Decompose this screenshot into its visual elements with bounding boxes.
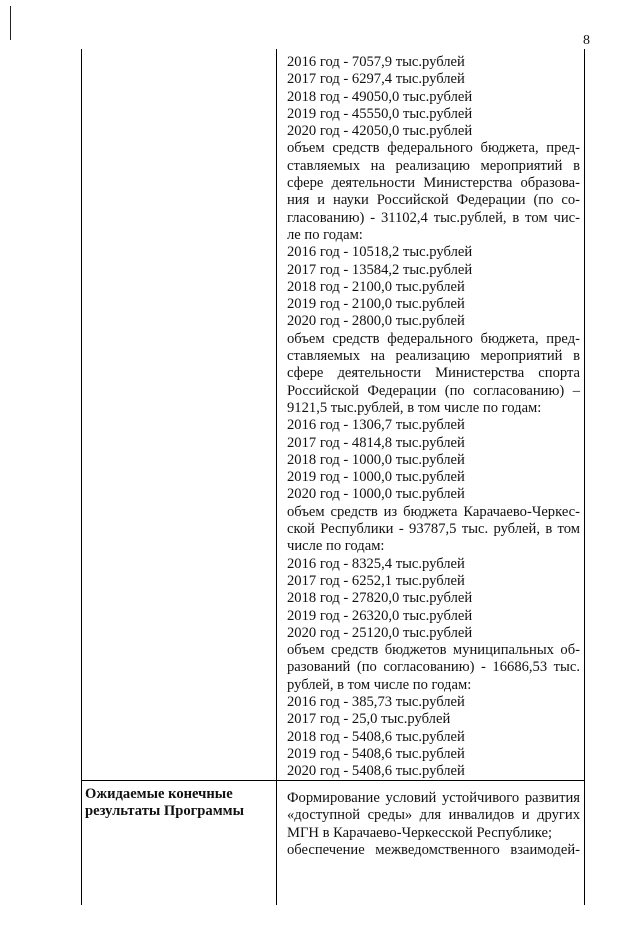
- funding-line: объем средств федерального бюджета, пред-: [287, 140, 580, 157]
- funding-line: 2016 год - 1306,7 тыс.рублей: [287, 417, 465, 434]
- funding-line: 2020 год - 42050,0 тыс.рублей: [287, 123, 473, 140]
- funding-line: 2016 год - 8325,4 тыс.рублей: [287, 555, 465, 572]
- funding-line: 2019 год - 2100,0 тыс.рублей: [287, 296, 465, 313]
- funding-line: 2020 год - 2800,0 тыс.рублей: [287, 313, 465, 330]
- funding-line: ставляемых на реализацию мероприятий в: [287, 157, 580, 174]
- funding-line: 2020 год - 5408,6 тыс.рублей: [287, 763, 465, 780]
- page-number: 8: [583, 33, 590, 48]
- funding-line: 2017 год - 25,0 тыс.рублей: [287, 711, 451, 728]
- funding-line: объем средств из бюджета Карачаево-Черкес-: [287, 503, 580, 520]
- funding-line: ле по годам:: [287, 226, 363, 243]
- label-line: Ожидаемые конечные: [85, 786, 233, 802]
- funding-line: рублей, в том числе по годам:: [287, 676, 472, 693]
- funding-line: ской Республики - 93787,5 тыс. рублей, в том: [287, 521, 580, 538]
- table-right-border: [584, 49, 585, 905]
- expected-results-cell: [287, 790, 580, 859]
- funding-line: объем средств федерального бюджета, пред-: [287, 330, 580, 347]
- funding-line: 2017 год - 6252,1 тыс.рублей: [287, 572, 465, 589]
- funding-line: сфере деятельности Министерства спорта: [287, 365, 580, 382]
- funding-line: 2017 год - 4814,8 тыс.рублей: [287, 434, 465, 451]
- funding-line: 2019 год - 45550,0 тыс.рублей: [287, 105, 473, 122]
- funding-line: разований (по согласованию) - 16686,53 тыс.: [287, 659, 580, 676]
- results-line: Формирование условий устойчивого развития: [287, 790, 580, 806]
- funding-line: ния и науки Российской Федерации (по со-: [287, 192, 580, 209]
- margin-mark: [10, 6, 11, 40]
- funding-line: 2016 год - 7057,9 тыс.рублей: [287, 54, 465, 70]
- funding-line: 2019 год - 26320,0 тыс.рублей: [287, 607, 473, 624]
- funding-line: числе по годам:: [287, 538, 385, 555]
- label-line: результаты Программы: [85, 803, 244, 820]
- funding-line: 2018 год - 49050,0 тыс.рублей: [287, 88, 473, 105]
- program-table: [81, 49, 586, 949]
- funding-line: 2017 год - 13584,2 тыс.рублей: [287, 261, 473, 278]
- expected-results-label: [85, 786, 275, 821]
- funding-line: гласованию) - 31102,4 тыс.рублей, в том чис-: [287, 209, 580, 226]
- funding-line: 2020 год - 25120,0 тыс.рублей: [287, 624, 473, 641]
- funding-line: объем средств бюджетов муниципальных об-: [287, 642, 580, 659]
- funding-line: 2016 год - 10518,2 тыс.рублей: [287, 244, 473, 261]
- table-left-border: [81, 49, 82, 905]
- funding-line: 2018 год - 27820,0 тыс.рублей: [287, 590, 473, 607]
- funding-line: сфере деятельности Министерства образова-: [287, 175, 580, 192]
- funding-line: 2020 год - 1000,0 тыс.рублей: [287, 486, 465, 503]
- funding-line: 2019 год - 5408,6 тыс.рублей: [287, 745, 465, 762]
- results-line: «доступной среды» для инвалидов и других: [287, 807, 580, 824]
- funding-line: 9121,5 тыс.рублей, в том числе по годам:: [287, 399, 542, 416]
- funding-line: 2018 год - 5408,6 тыс.рублей: [287, 728, 465, 745]
- funding-cell: [287, 54, 580, 780]
- funding-line: 2018 год - 2100,0 тыс.рублей: [287, 278, 465, 295]
- funding-line: 2018 год - 1000,0 тыс.рублей: [287, 451, 465, 468]
- results-line: МГН в Карачаево-Черкесской Республике;: [287, 824, 553, 841]
- results-line: обеспечение межведомственного взаимодей-: [287, 841, 580, 858]
- funding-line: Российской Федерации (по согласованию) –: [287, 382, 580, 399]
- column-divider: [276, 49, 277, 905]
- funding-line: ставляемых на реализацию мероприятий в: [287, 348, 580, 365]
- funding-line: 2016 год - 385,73 тыс.рублей: [287, 693, 465, 710]
- funding-line: 2019 год - 1000,0 тыс.рублей: [287, 469, 465, 486]
- funding-line: 2017 год - 6297,4 тыс.рублей: [287, 71, 465, 88]
